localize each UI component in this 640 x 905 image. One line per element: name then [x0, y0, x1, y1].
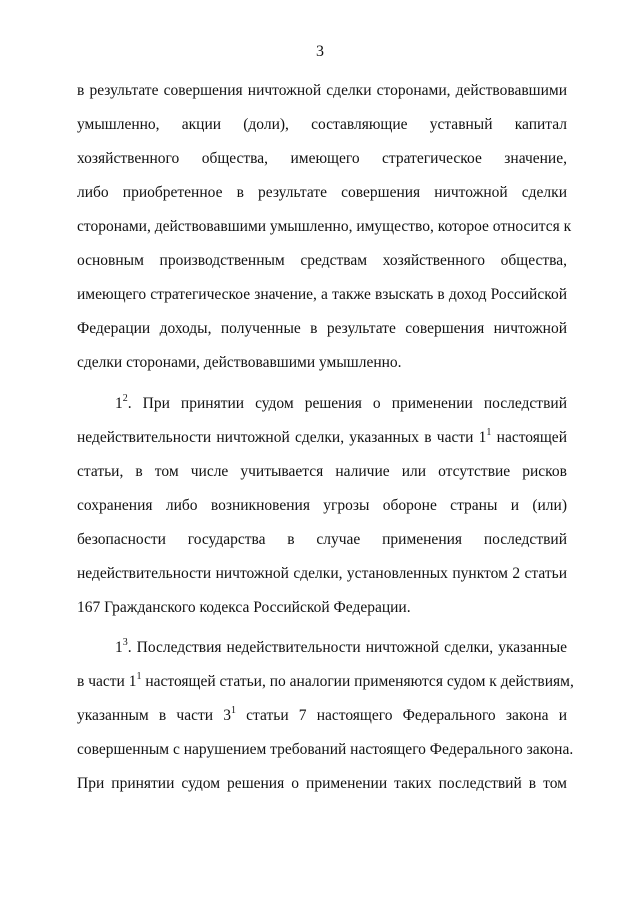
text-line: сделки сторонами, действовавшими умышленно.: [77, 354, 402, 371]
text-line: 167 Гражданского кодекса Российской Федерации.: [77, 599, 411, 616]
clause-marker: $1^2$: [115, 392, 128, 412]
text-line: в результате совершения ничтожной сделки сторонами, действовавшими: [77, 82, 567, 99]
text-line: умышленно, акции (доли), составляющие уставный капитал: [77, 116, 567, 133]
text-line: имеющего стратегическое значение, а также взыскать в доход Российской: [77, 286, 567, 303]
text-line: Федерации доходы, полученные в результате совершения ничтожной: [77, 320, 567, 337]
text-line: указанным в части $3^1$ статьи 7 настоящего Федерального закона и: [77, 704, 567, 724]
paragraph-1-2: [77, 387, 567, 625]
text-line: совершенным с нарушением требований настоящего Федерального закона.: [77, 741, 574, 758]
clause-marker: $1^3$: [115, 636, 128, 656]
text-line: При принятии судом решения о применении таких последствий в том: [77, 775, 567, 792]
text-line: основным производственным средствам хозяйственного общества,: [77, 252, 567, 269]
text-line: хозяйственного общества, имеющего стратегическое значение,: [77, 150, 567, 167]
text-line: $1^3$. Последствия недействительности ничтожной сделки, указанные: [115, 636, 567, 656]
paragraph-1-3: [77, 631, 574, 801]
text-line: либо приобретенное в результате совершения ничтожной сделки: [77, 184, 567, 201]
page-number: 3: [316, 43, 324, 60]
paragraph-continuation: [77, 74, 572, 380]
text-line: сохранения либо возникновения угрозы обороне страны и (или): [77, 497, 567, 514]
text-line: недействительности ничтожной сделки, указанных в части $1^1$ настоящей: [77, 426, 567, 446]
text-line: недействительности ничтожной сделки, установленных пунктом 2 статьи: [77, 565, 567, 582]
text-line: статьи, в том числе учитывается наличие или отсутствие рисков: [77, 463, 567, 480]
text-line: безопасности государства в случае применения последствий: [77, 531, 567, 548]
text-line: в части $1^1$ настоящей статьи, по аналогии применяются судом к действиям,: [77, 670, 574, 690]
text-line: $1^2$. При принятии судом решения о применении последствий: [115, 392, 567, 412]
text-line: сторонами, действовавшими умышленно, имущество, которое относится к: [77, 218, 572, 235]
